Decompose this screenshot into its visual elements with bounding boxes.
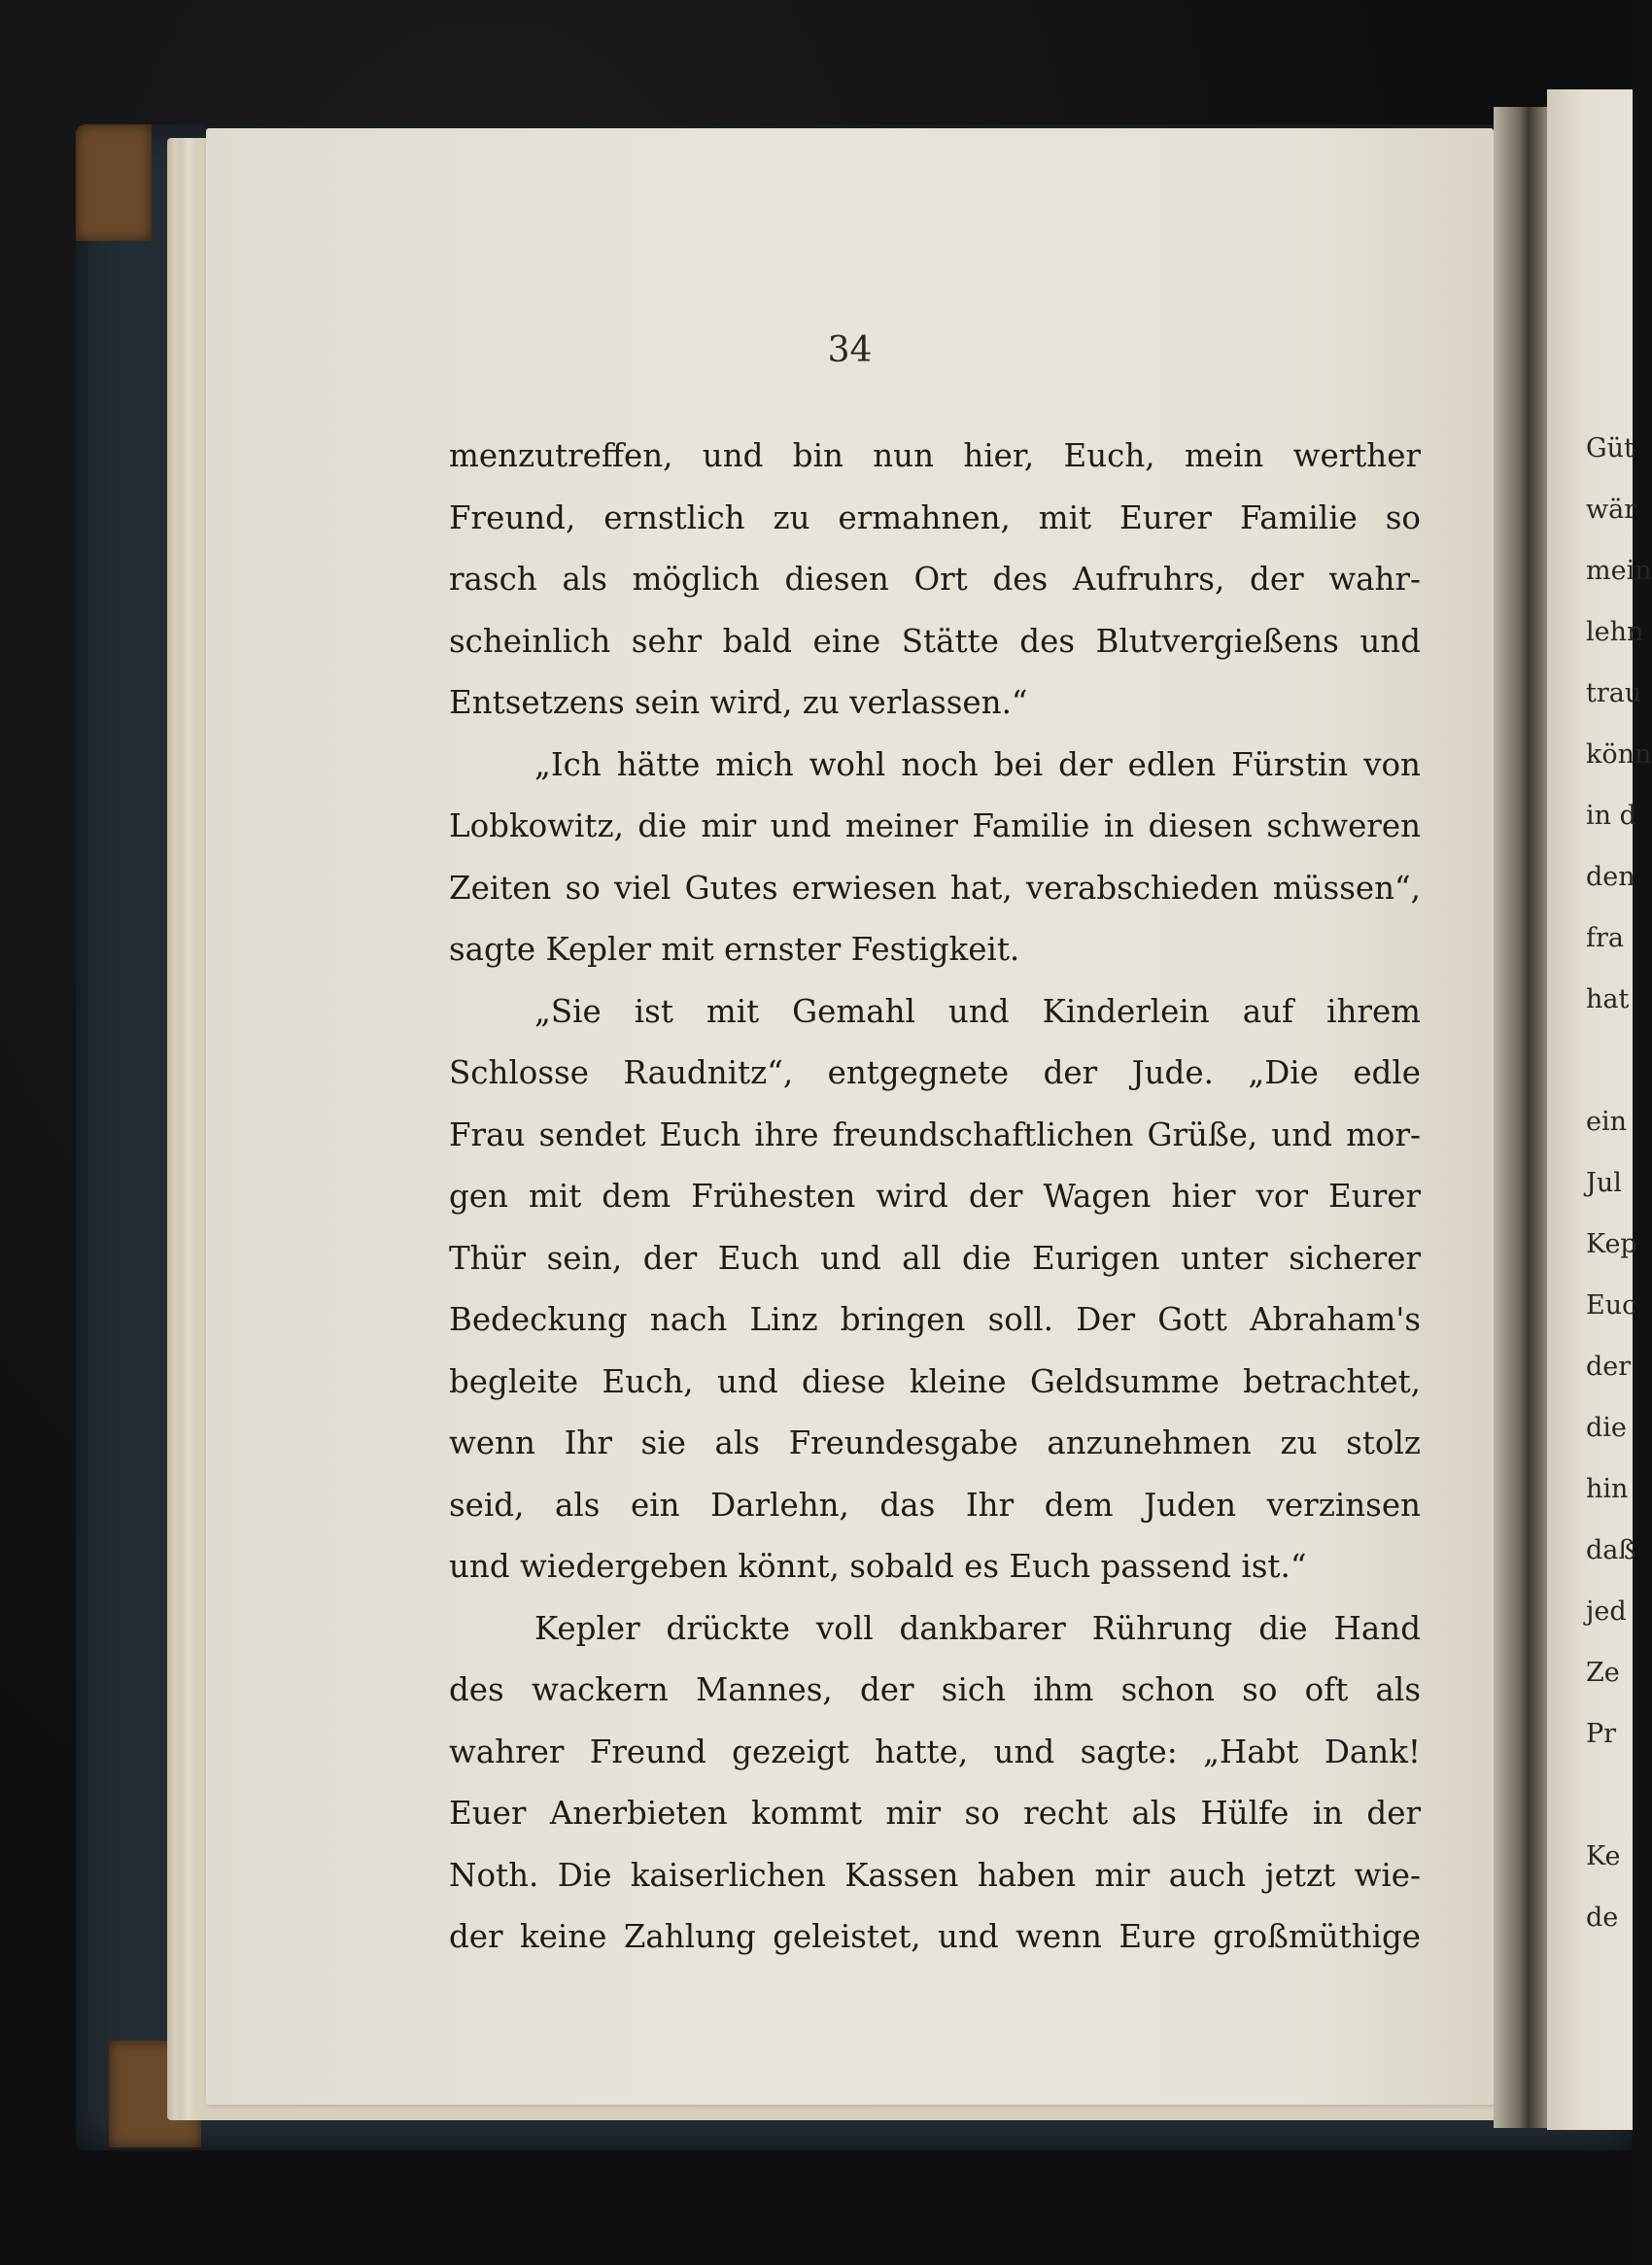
text-line: Bedeckung nach Linz bringen soll. Der Gott Abraham's: [449, 1301, 1421, 1338]
text-line: Euer Anerbieten kommt mir so recht als Hülfe in der: [449, 1795, 1421, 1832]
facing-page-fragment: den: [1586, 862, 1635, 892]
facing-page-fragment: de: [1586, 1903, 1619, 1933]
text-line: wenn Ihr sie als Freundesgabe anzunehmen zu stolz: [449, 1424, 1421, 1461]
page-body-text: [449, 426, 1421, 1969]
facing-page-fragments: [1586, 418, 1652, 1948]
text-line: Lobkowitz, die mir und meiner Familie in diesen schweren: [449, 807, 1421, 844]
text-line: scheinlich sehr bald eine Stätte des Blutvergießens und: [449, 622, 1421, 660]
facing-page-fragment: trau: [1586, 678, 1642, 708]
facing-page-fragment: könn: [1586, 739, 1652, 770]
facing-page-fragment: lehn: [1586, 617, 1644, 647]
facing-page-fragment: Pr: [1586, 1719, 1617, 1749]
text-line: seid, als ein Darlehn, das Ihr dem Juden verzinsen: [449, 1486, 1421, 1524]
text-line: sagte Kepler mit ernster Festigkeit.: [449, 931, 1020, 968]
facing-page-fragment: Ze: [1586, 1658, 1620, 1688]
facing-page-fragment: Kep: [1586, 1229, 1637, 1259]
text-line: Kepler drückte voll dankbarer Rührung die Hand: [534, 1609, 1421, 1647]
text-line: der keine Zahlung geleistet, und wenn Eure großmüthige: [449, 1918, 1421, 1955]
facing-page-fragment: der: [1586, 1352, 1632, 1382]
text-line: Freund, ernstlich zu ermahnen, mit Eurer Familie so: [449, 498, 1421, 536]
text-line: „Ich hätte mich wohl noch bei der edlen Fürstin von: [534, 745, 1421, 783]
text-line: Zeiten so viel Gutes erwiesen hat, verabschieden müssen“,: [449, 869, 1421, 907]
facing-page-fragment: ein: [1586, 1107, 1628, 1137]
facing-page-fragment: fra: [1586, 923, 1624, 953]
text-line: rasch als möglich diesen Ort des Aufruhrs, der wahr-: [449, 561, 1421, 598]
facing-page-fragment: die: [1586, 1413, 1627, 1443]
book-gutter: [1494, 107, 1552, 2128]
facing-page-fragment: daß: [1586, 1535, 1636, 1565]
text-line: und wiedergeben könnt, sobald es Euch passend ist.“: [449, 1548, 1307, 1585]
facing-page-fragment: jed: [1586, 1596, 1627, 1627]
page-number: 34: [827, 330, 873, 370]
text-line: Frau sendet Euch ihre freundschaftlichen Grüße, und mor-: [449, 1115, 1421, 1153]
text-line: Schlosse Raudnitz“, entgegnete der Jude. „Die edle: [449, 1054, 1421, 1091]
text-line: Thür sein, der Euch und all die Eurigen unter sicherer: [449, 1239, 1421, 1277]
facing-page-fragment: [1586, 1030, 1633, 1091]
text-line: wahrer Freund gezeigt hatte, und sagte: „Habt Dank!: [449, 1733, 1421, 1770]
facing-page-fragment: Jul: [1586, 1168, 1622, 1198]
leather-corner-top: [76, 124, 152, 241]
text-line: gen mit dem Frühesten wird der Wagen hier vor Eurer: [449, 1178, 1421, 1215]
text-line: des wackern Mannes, der sich ihm schon so oft als: [449, 1671, 1421, 1708]
facing-page-fragment: Ke: [1586, 1841, 1621, 1871]
facing-page-fragment: in d: [1586, 801, 1636, 831]
facing-page-fragment: Euc: [1586, 1290, 1637, 1321]
text-line: begleite Euch, und diese kleine Geldsumme betrachtet,: [449, 1362, 1421, 1400]
text-line: Entsetzens sein wird, zu verlassen.“: [449, 684, 1028, 721]
facing-page-fragment: hin: [1586, 1474, 1629, 1504]
facing-page-fragment: wär: [1586, 495, 1637, 525]
text-line: Noth. Die kaiserlichen Kassen haben mir auch jetzt wie-: [449, 1856, 1421, 1894]
facing-page-fragment: Güt: [1586, 433, 1635, 463]
facing-page-fragment: [1586, 1765, 1633, 1826]
facing-page-fragment: mein: [1586, 556, 1652, 586]
text-line: menzutreffen, und bin nun hier, Euch, mein werther: [449, 437, 1421, 474]
facing-page-fragment: hat: [1586, 984, 1630, 1014]
text-line: „Sie ist mit Gemahl und Kinderlein auf ihrem: [534, 992, 1421, 1030]
